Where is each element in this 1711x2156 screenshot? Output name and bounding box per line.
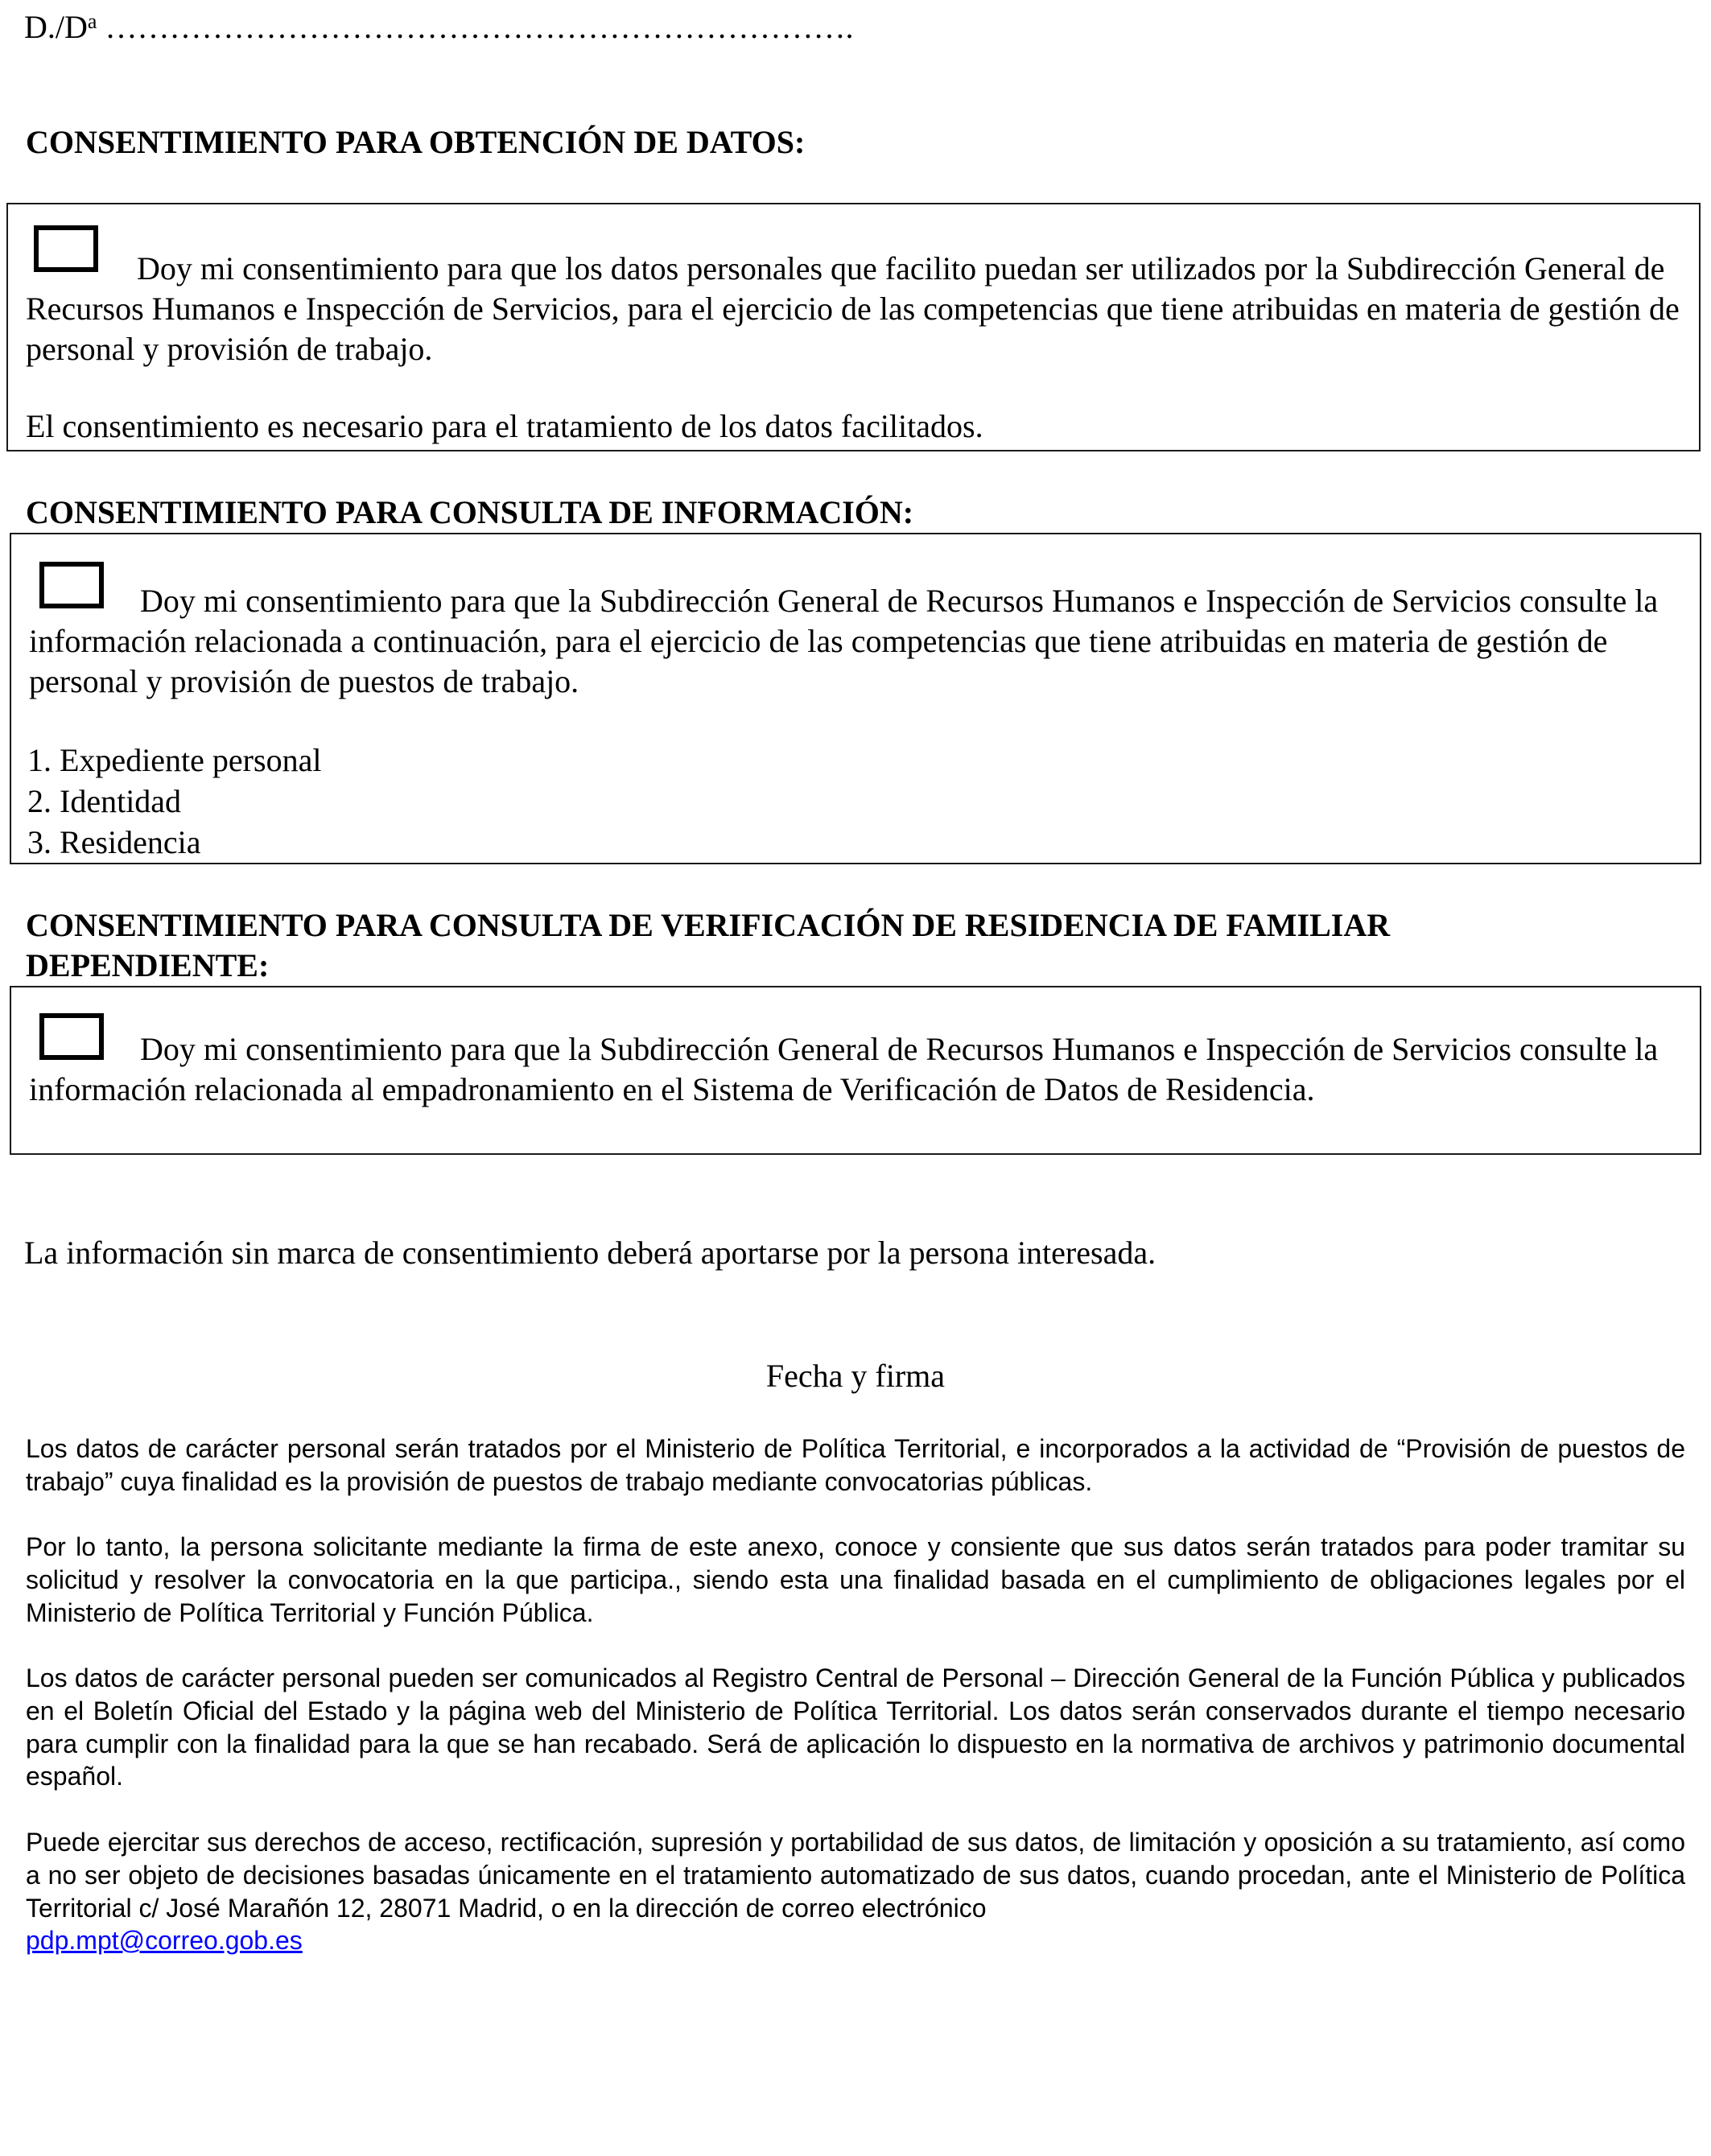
unmarked-info-notice: La información sin marca de consentimiento deberá aportarse por la persona interesada.: [24, 1235, 1156, 1271]
section-heading-information-query: CONSENTIMIENTO PARA CONSULTA DE INFORMACIÓN:: [26, 494, 914, 530]
signature-date-label: Fecha y firma: [765, 1358, 946, 1394]
consent-box-residence-verification: [10, 986, 1701, 1155]
privacy-paragraph-3: Los datos de carácter personal pueden ser comunicados al Registro Central de Personal – Dirección General de la Función Pública y publicados en el Boletín Oficial del Estado y la página web del Ministerio de Política Territorial. Los datos serán conservados durante el tiempo necesario para cumplir con la finalidad para la que se han recabado. Será de aplicación lo dispuesto en la normativa de archivos y patrimonio documental español.: [26, 1663, 1685, 1791]
section-heading-residence-verification: CONSENTIMIENTO PARA CONSULTA DE VERIFICACIÓN DE RESIDENCIA DE FAMILIAR DEPENDIENTE:: [26, 907, 1391, 983]
consent-box-data-collection: [6, 203, 1701, 451]
consent-text-information-query: Doy mi consentimiento para que la Subdirección General de Recursos Humanos e Inspección de Servicios consulte la información relacionada a continuación, para el ejercicio de las competencias que tiene atribuidas en materia de gestión de personal y provisión de puestos de trabajo.: [29, 583, 1659, 699]
privacy-paragraph-1: Los datos de carácter personal serán tratados por el Ministerio de Política Territorial, e incorporados a la actividad de “Provisión de puestos de trabajo” cuya finalidad es la provisión de puestos de trabajo mediante convocatorias públicas.: [26, 1434, 1685, 1496]
list-item: 3. Residencia: [27, 824, 201, 860]
list-item: 1. Expediente personal: [27, 742, 322, 778]
queried-information-list: [27, 740, 321, 863]
privacy-email-link[interactable]: pdp.mpt@correo.gob.es: [26, 1926, 303, 1956]
consent-box-information-query: [10, 533, 1701, 864]
privacy-paragraph-4: Puede ejercitar sus derechos de acceso, rectificación, supresión y portabilidad de sus datos, de limitación y oposición a su tratamiento, así como a no ser objeto de decisiones basadas únicamente en el tratamiento automatizado de sus datos, cuando procedan, ante el Ministerio de Política Territorial c/ José Marañón 12, 28071 Madrid, o en la dirección de correo electrónico pdp.mpt@correo.gob.es: [26, 1826, 1685, 1957]
privacy-paragraph-2: Por lo tanto, la persona solicitante mediante la firma de este anexo, conoce y consiente que sus datos serán tratados para poder tramitar su solicitud y resolver la convocatoria en la que participa., siendo esta una finalidad basada en el cumplimiento de obligaciones legales por el Ministerio de Política Territorial y Función Pública.: [26, 1532, 1685, 1627]
name-dotted-blank: …………………………………………………………….: [105, 9, 854, 45]
name-label-superscript: a: [87, 10, 97, 33]
name-label: D./D: [24, 9, 88, 45]
section-heading-data-collection: CONSENTIMIENTO PARA OBTENCIÓN DE DATOS:: [26, 124, 806, 160]
name-field-line[interactable]: [24, 2, 853, 47]
list-item: 2. Identidad: [27, 783, 182, 819]
consent-text-residence-verification: Doy mi consentimiento para que la Subdirección General de Recursos Humanos e Inspección de Servicios consulte la información relacionada al empadronamiento en el Sistema de Verificación de Datos de Residencia.: [29, 1031, 1659, 1107]
consent-required-note: El consentimiento es necesario para el tratamiento de los datos facilitados.: [26, 408, 983, 444]
consent-text-data-collection: Doy mi consentimiento para que los datos personales que facilito puedan ser utilizados por la Subdirección General de Recursos Humanos e Inspección de Servicios, para el ejercicio de las competencias que tiene atribuidas en materia de gestión de personal y provisión de trabajo.: [26, 250, 1680, 367]
